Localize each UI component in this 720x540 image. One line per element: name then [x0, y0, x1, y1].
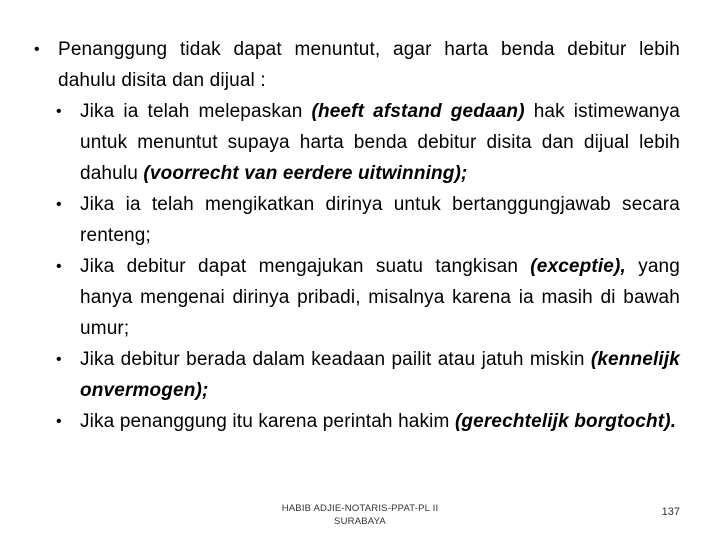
sub-bullet-item — [34, 189, 680, 251]
bullet-icon: • — [56, 103, 62, 120]
sub-bullet-text: Jika ia telah mengikatkan dirinya untuk bertanggungjawab secara renteng; — [80, 194, 680, 246]
bullet-icon: • — [56, 413, 62, 430]
sub-bullet-list — [34, 96, 680, 437]
slide-content — [34, 34, 680, 437]
sub-bullet-item — [34, 96, 680, 189]
sub-bullet-text: hak istimewanya untuk menuntut supaya harta benda debitur disita dan dijual lebih dahulu — [80, 101, 680, 184]
footer-city: SURABAYA — [334, 516, 386, 527]
sub-bullet-item — [34, 251, 680, 344]
sub-bullet-term: (heeft afstand gedaan) — [311, 101, 525, 122]
sub-bullet-text: Jika ia telah melepaskan — [80, 101, 312, 122]
sub-bullet-text: Jika debitur dapat mengajukan suatu tangkisan — [80, 256, 531, 277]
sub-bullet-text: yang hanya mengenai dirinya pribadi, misalnya karena ia masih di bawah umur; — [80, 256, 680, 339]
bullet-icon: • — [56, 196, 62, 213]
bullet-icon: • — [34, 41, 40, 58]
footer — [260, 502, 460, 528]
main-bullet — [34, 34, 680, 96]
sub-bullet-text: Jika penanggung itu karena perintah hakim — [80, 411, 455, 432]
page-number: 137 — [661, 506, 680, 518]
main-bullet-text: Penanggung tidak dapat menuntut, agar harta benda debitur lebih dahulu disita dan dijual : — [58, 39, 680, 91]
bullet-icon: • — [56, 351, 62, 368]
sub-bullet-punct: . — [670, 411, 677, 432]
sub-bullet-item — [34, 406, 680, 437]
sub-bullet-term: (gerechtelijk borgtocht) — [454, 411, 671, 432]
sub-bullet-term: (kennelijk onvermogen); — [80, 349, 680, 401]
sub-bullet-item — [34, 344, 680, 406]
bullet-icon: • — [56, 258, 62, 275]
footer-author: HABIB ADJIE-NOTARIS-PPAT-PL II — [281, 503, 439, 514]
sub-bullet-text: Jika debitur berada dalam keadaan pailit atau jatuh miskin — [80, 349, 591, 370]
sub-bullet-term: (voorrecht van eerdere uitwinning); — [143, 163, 468, 184]
sub-bullet-term: (exceptie), — [530, 256, 626, 277]
